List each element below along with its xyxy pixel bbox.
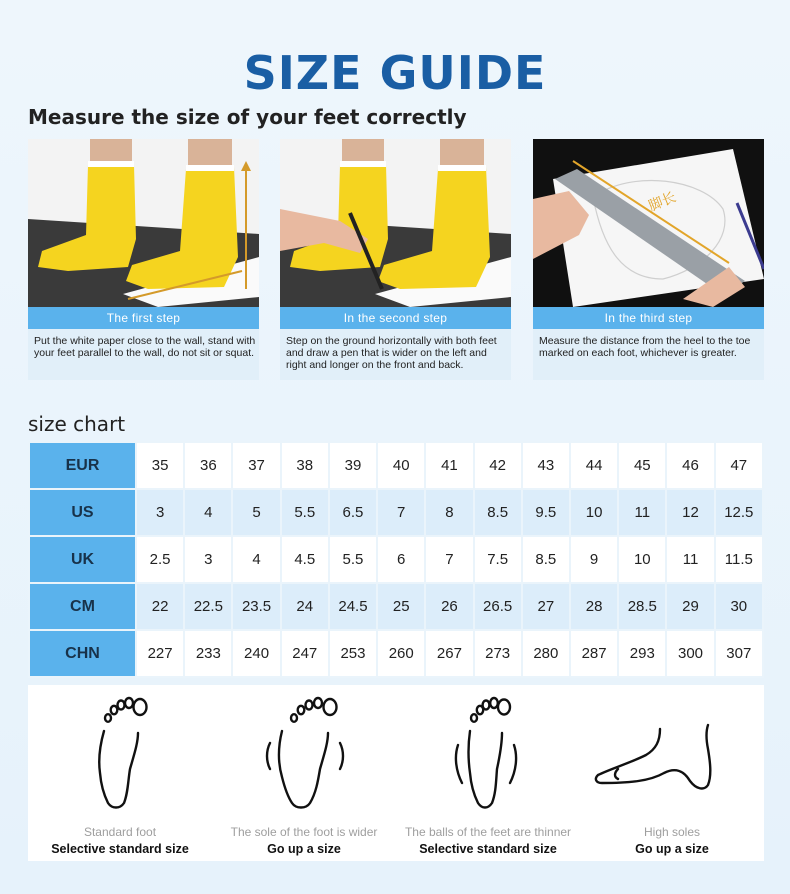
size-cell: 227 [136,630,184,677]
size-cell: 41 [425,442,473,489]
size-cell: 22.5 [184,583,232,630]
step-3-photo [533,139,764,307]
step-1-photo [28,139,259,307]
size-cell: 9.5 [522,489,570,536]
size-cell: 4 [184,489,232,536]
foot-type-thin-ball [396,685,580,861]
size-cell: 287 [570,630,618,677]
size-cell: 24 [281,583,329,630]
step-3-card [533,139,764,380]
size-cell: 10 [570,489,618,536]
size-row-chn [29,630,763,677]
size-cell: 22 [136,583,184,630]
size-cell: 293 [618,630,666,677]
step-2-card [280,139,511,380]
size-row-cm [29,583,763,630]
step-3-text: Measure the distance from the heel to the toe marked on each foot, whichever is greater. [539,335,751,359]
foot-advice-wide-sole: Go up a size [267,842,341,856]
size-cell: 6.5 [329,489,377,536]
size-cell: 23.5 [232,583,280,630]
size-cell: 11 [618,489,666,536]
foot-type-wide-sole [212,685,396,861]
size-cell: 307 [715,630,763,677]
size-row-us [29,489,763,536]
page-title: SIZE GUIDE [243,46,547,100]
size-cell: 27 [522,583,570,630]
size-cell: 35 [136,442,184,489]
size-cell: 46 [666,442,714,489]
foot-caption-standard: Standard foot [83,825,157,839]
foot-advice-thin-ball: Selective standard size [419,842,557,856]
size-cell: 7 [377,489,425,536]
size-cell: 37 [232,442,280,489]
size-cell: 273 [474,630,522,677]
size-cell: 7.5 [474,536,522,583]
size-cell: 8.5 [474,489,522,536]
ruler-label: 脚长 [646,189,679,215]
size-cell: 44 [570,442,618,489]
step-2-label: In the second step [280,307,511,329]
size-cell: 25 [377,583,425,630]
standard-foot-icon [28,685,212,825]
size-cell: 247 [281,630,329,677]
thin-ball-foot-icon [396,685,580,825]
size-cell: 3 [184,536,232,583]
size-cell: 260 [377,630,425,677]
size-cell: 39 [329,442,377,489]
size-cell: 4 [232,536,280,583]
step-1-label: The first step [28,307,259,329]
step-1-card [28,139,259,380]
foot-type-high-arch [580,685,764,861]
size-cell: 11 [666,536,714,583]
size-cell: 45 [618,442,666,489]
size-row-header: UK [29,536,136,583]
foot-caption-high-arch: High soles [643,825,701,839]
size-cell: 38 [281,442,329,489]
size-cell: 42 [474,442,522,489]
high-arch-foot-icon [580,685,764,825]
step-1-text: Put the white paper close to the wall, stand with your feet parallel to the wall, do not sit or squat. [34,335,256,359]
size-cell: 267 [425,630,473,677]
foot-types-panel [28,685,764,861]
size-cell: 3 [136,489,184,536]
size-cell: 26 [425,583,473,630]
step-2-photo [280,139,511,307]
size-cell: 8.5 [522,536,570,583]
size-cell: 253 [329,630,377,677]
wide-sole-foot-icon [212,685,396,825]
size-cell: 233 [184,630,232,677]
measure-heading: Measure the size of your feet correctly [28,105,467,129]
size-row-header: EUR [29,442,136,489]
size-cell: 30 [715,583,763,630]
size-cell: 28.5 [618,583,666,630]
foot-caption-wide-sole: The sole of the foot is wider [230,825,378,839]
measurement-steps [28,139,764,380]
size-cell: 2.5 [136,536,184,583]
size-cell: 47 [715,442,763,489]
size-cell: 36 [184,442,232,489]
size-cell: 4.5 [281,536,329,583]
size-cell: 29 [666,583,714,630]
size-cell: 5.5 [281,489,329,536]
size-cell: 43 [522,442,570,489]
foot-advice-standard: Selective standard size [51,842,189,856]
foot-type-standard [28,685,212,861]
size-cell: 12.5 [715,489,763,536]
size-cell: 6 [377,536,425,583]
size-cell: 40 [377,442,425,489]
size-cell: 24.5 [329,583,377,630]
size-cell: 10 [618,536,666,583]
size-cell: 7 [425,536,473,583]
size-cell: 12 [666,489,714,536]
step-2-text: Step on the ground horizontally with both feet and draw a pen that is wider on the left and right and longer on the front and back. [286,335,497,371]
size-chart-title: size chart [28,412,126,436]
foot-advice-high-arch: Go up a size [635,842,709,856]
size-row-header: US [29,489,136,536]
size-cell: 300 [666,630,714,677]
size-cell: 240 [232,630,280,677]
size-chart-table [28,441,764,678]
size-row-eur [29,442,763,489]
size-cell: 5.5 [329,536,377,583]
size-row-uk [29,536,763,583]
size-cell: 28 [570,583,618,630]
foot-caption-thin-ball: The balls of the feet are thinner [404,825,572,839]
size-cell: 8 [425,489,473,536]
step-3-label: In the third step [533,307,764,329]
size-cell: 5 [232,489,280,536]
size-row-header: CHN [29,630,136,677]
size-cell: 26.5 [474,583,522,630]
size-cell: 9 [570,536,618,583]
size-row-header: CM [29,583,136,630]
size-cell: 280 [522,630,570,677]
size-cell: 11.5 [715,536,763,583]
